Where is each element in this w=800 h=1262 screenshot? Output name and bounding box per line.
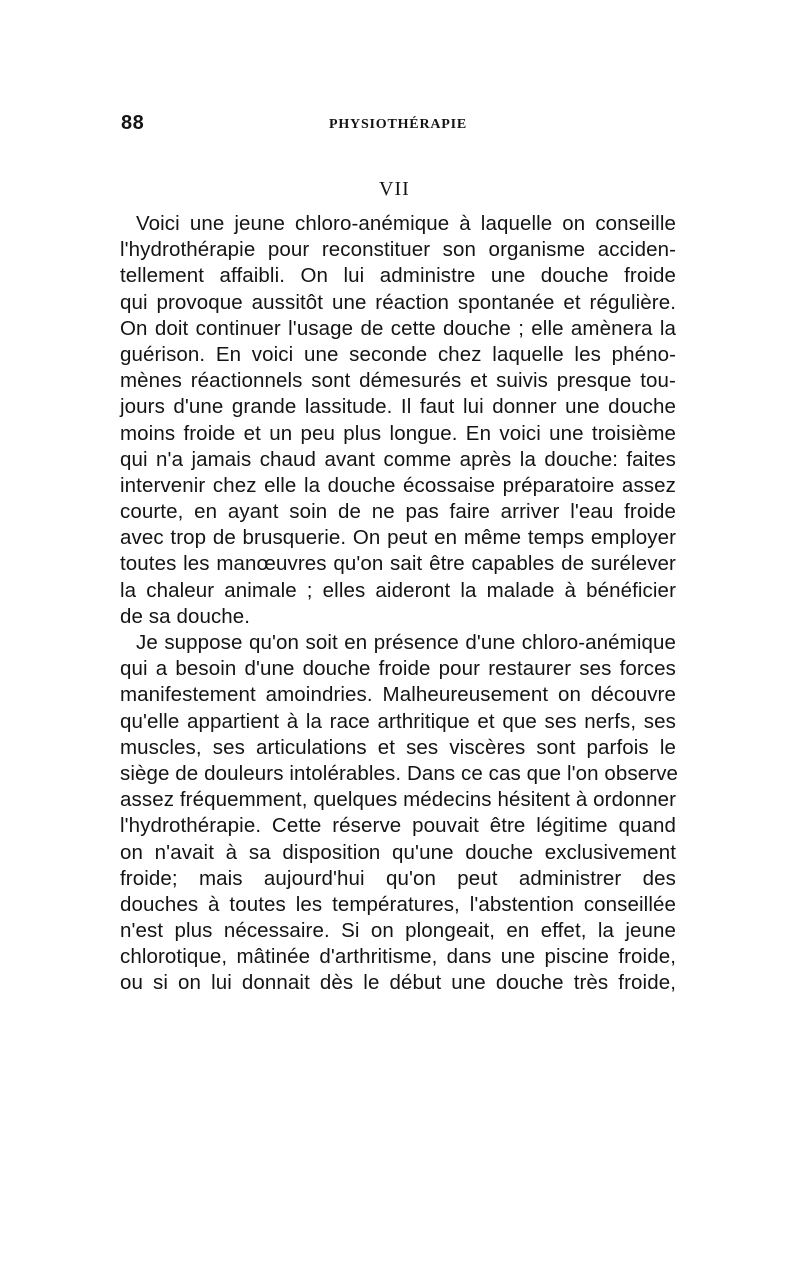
text-line: tellement affaibli. On lui administre une douche froide	[120, 264, 676, 288]
text-line: siège de douleurs intolérables. Dans ce cas que l'on observe	[120, 761, 679, 785]
text-line: muscles, ses articulations et ses viscères sont parfois le	[120, 735, 676, 759]
text-line: l'hydrothérapie pour reconstituer son organisme acciden-	[120, 238, 676, 262]
text-line: on n'avait à sa disposition qu'une douche exclusivement	[120, 840, 676, 864]
text-line: moins froide et un peu plus longue. En voici une troisième	[120, 421, 676, 445]
text-line: guérison. En voici une seconde chez laquelle les phéno-	[120, 342, 676, 366]
text-line: Voici une jeune chloro-anémique à laquelle on conseille	[136, 212, 676, 235]
body-text	[120, 211, 679, 997]
text-line: l'hydrothérapie. Cette réserve pouvait être légitime quand	[120, 814, 676, 838]
text-line: la chaleur animale ; elles aideront la malade à bénéficier	[120, 578, 676, 602]
text-line: qui n'a jamais chaud avant comme après la douche: faites	[120, 447, 676, 471]
text-line: Je suppose qu'on soit en présence d'une chloro-anémique	[136, 631, 676, 654]
text-line: chlorotique, mâtinée d'arthritisme, dans une piscine froide,	[120, 945, 676, 969]
paragraph	[120, 630, 679, 997]
text-line: On doit continuer l'usage de cette douche ; elle amènera la	[120, 316, 676, 340]
text-line: mènes réactionnels sont démesurés et suivis presque tou-	[120, 369, 676, 393]
text-line: jours d'une grande lassitude. Il faut lui donner une douche	[120, 395, 676, 419]
text-line: intervenir chez elle la douche écossaise préparatoire assez	[120, 473, 676, 497]
text-line: toutes les manœuvres qu'on sait être capables de surélever	[120, 552, 676, 576]
text-line: froide; mais aujourd'hui qu'on peut administrer des	[120, 866, 676, 890]
running-title: PHYSIOTHÉRAPIE	[329, 117, 467, 132]
paragraph	[120, 211, 676, 630]
text-line: qui a besoin d'une douche froide pour restaurer ses forces	[120, 657, 676, 681]
text-line: avec trop de brusquerie. On peut en même temps employer	[120, 526, 676, 550]
text-line: douches à toutes les températures, l'abstention conseillée	[120, 892, 676, 916]
text-line: de sa douche.	[120, 604, 251, 628]
text-line: qu'elle appartient à la race arthritique et que ses nerfs, ses	[120, 709, 676, 733]
text-line: courte, en ayant soin de ne pas faire arriver l'eau froide	[120, 500, 676, 524]
text-line: assez fréquemment, quelques médecins hésitent à ordonner	[120, 788, 677, 812]
text-line: n'est plus nécessaire. Si on plongeait, en effet, la jeune	[120, 919, 676, 943]
section-heading: VII	[379, 178, 410, 200]
text-line: manifestement amoindries. Malheureusement on découvre	[120, 683, 676, 707]
text-line: qui provoque aussitôt une réaction spontanée et régulière.	[120, 290, 676, 314]
text-line: ou si on lui donnait dès le début une douche très froide,	[120, 971, 676, 995]
page-number: 88	[121, 112, 145, 134]
